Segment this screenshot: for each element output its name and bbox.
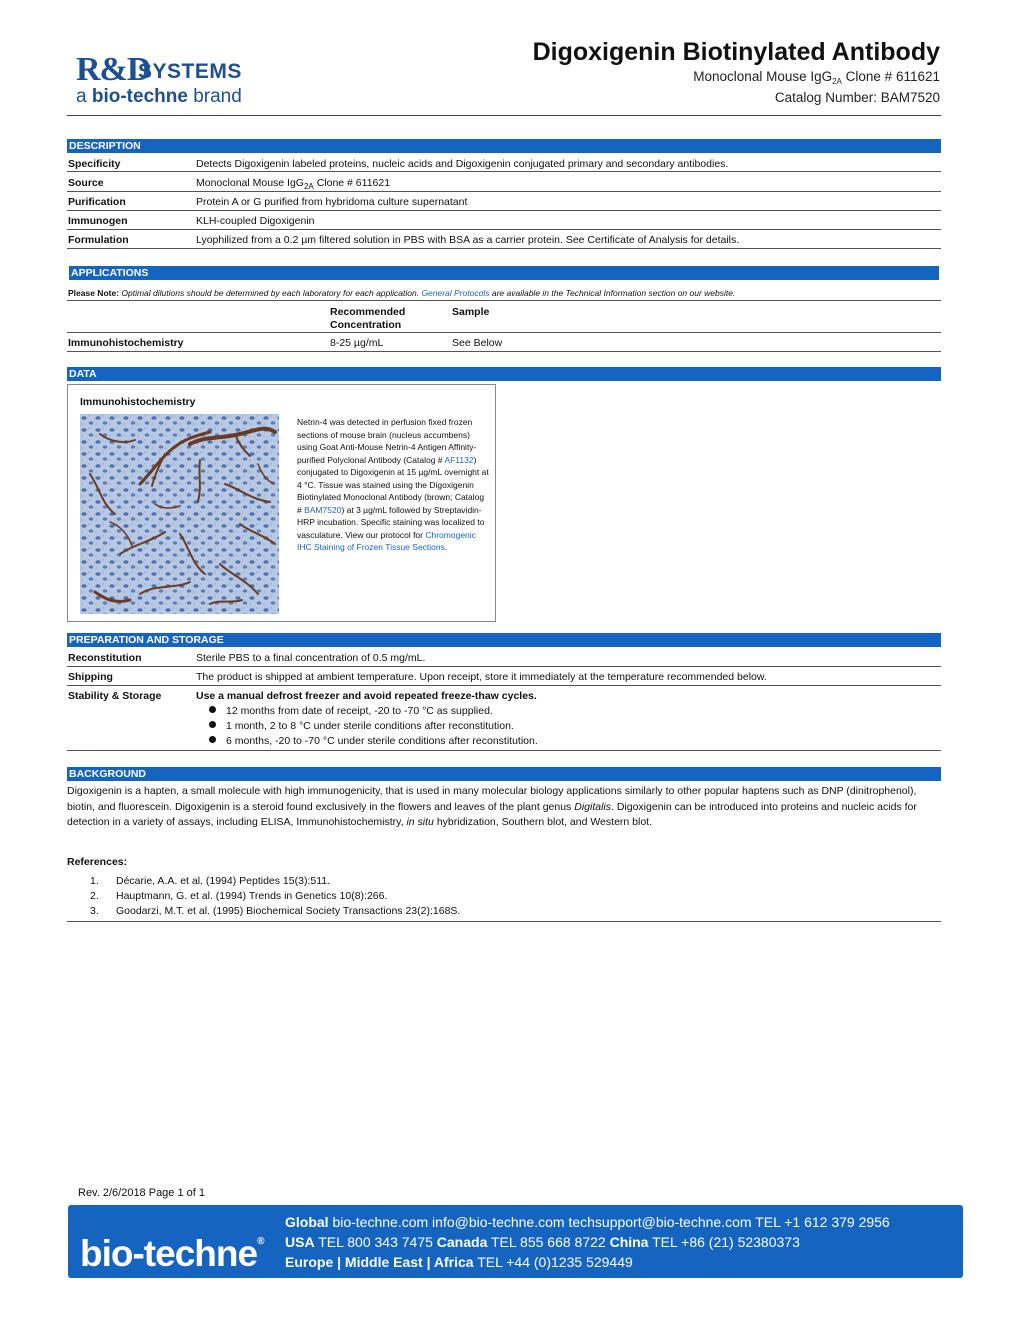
table-row xyxy=(67,333,941,352)
bullet-icon xyxy=(209,736,216,743)
references-heading: References: xyxy=(67,856,128,868)
table-row xyxy=(67,230,941,249)
row-value: KLH-coupled Digoxigenin xyxy=(196,215,315,227)
background-divider xyxy=(67,921,941,922)
list-item: 6 months, -20 to -70 °C under sterile conditions after reconstitution. xyxy=(209,734,538,748)
row-label: Reconstitution xyxy=(68,652,142,664)
bullet-icon xyxy=(209,721,216,728)
row-value: Use a manual defrost freezer and avoid repeated freeze-thaw cycles. xyxy=(196,690,537,702)
note-label: Please Note: xyxy=(68,288,120,298)
row-value: Sterile PBS to a final concentration of 0.5 mg/mL. xyxy=(196,652,426,664)
table-row xyxy=(67,192,941,211)
table-row xyxy=(67,686,941,751)
row-label: Stability & Storage xyxy=(68,690,162,702)
row-label: Formulation xyxy=(68,234,129,246)
row-label: Source xyxy=(68,177,104,189)
table-row xyxy=(67,648,941,667)
section-heading-description: DESCRIPTION xyxy=(67,139,941,153)
logo-brand-biotechne: bio-techne xyxy=(91,86,188,107)
contact-global: Global bio-techne.com info@bio-techne.com techsupport@bio-techne.com TEL +1 612 379 2956 xyxy=(285,1214,890,1230)
bam7520-link[interactable]: BAM7520 xyxy=(304,504,342,515)
table-row xyxy=(67,154,941,172)
catalog-number: Catalog Number: BAM7520 xyxy=(774,90,940,105)
list-item: 1. Décarie, A.A. et al. (1994) Peptides 15(3):511. xyxy=(90,875,331,887)
row-value: Detects Digoxigenin labeled proteins, nucleic acids and Digoxigenin conjugated primary and secondary antibodies. xyxy=(196,158,729,170)
bio-techne-logo: bio-techne® xyxy=(80,1233,264,1274)
section-heading-preparation: PREPARATION AND STORAGE xyxy=(67,633,941,647)
ihc-caption: Netrin-4 was detected in perfusion fixed frozen sections of mouse brain (nucleus accumbens) using Goat Anti-Mouse Netrin-4 Antigen Affinity-purified Polyclonal Antibody (Catalog # AF1132) conjugated to Digoxigenin at 15 µg/mL overnight at 4 °C. Tissue was stained using the Digoxigenin Biotinylated Monoclonal Antibody (brown; Catalog # BAM7520) at 3 µg/mL followed by Streptavidin-HRP incubation. Specific staining was localized to vasculature. View our protocol for Chromogenic IHC Staining of Frozen Tissue Sections. xyxy=(297,417,489,552)
section-heading-background: BACKGROUND xyxy=(67,767,941,781)
logo-brand-word: brand xyxy=(193,86,242,107)
contact-emea: Europe | Middle East | Africa TEL +44 (0)1235 529449 xyxy=(285,1254,633,1270)
applications-note: Please Note: Optimal dilutions should be determined by each laboratory for each application. General Protocols are available in the Technical Information section on our website. xyxy=(67,285,941,301)
list-item: 1 month, 2 to 8 °C under sterile conditions after reconstitution. xyxy=(209,719,514,733)
row-label: Specificity xyxy=(68,158,121,170)
af1132-link[interactable]: AF1132 xyxy=(444,454,474,465)
section-heading-data: DATA xyxy=(67,367,941,381)
col-concentration: Concentration xyxy=(330,319,402,331)
contact-usa-canada-china: USA TEL 800 343 7475 Canada TEL 855 668 8722 China TEL +86 (21) 52380373 xyxy=(285,1234,800,1250)
logo-systems: SYSTEMS xyxy=(138,60,242,83)
row-value: Monoclonal Mouse IgG$_{2A}$ Clone # 611621 xyxy=(196,177,391,191)
list-item: 12 months from date of receipt, -20 to -70 °C as supplied. xyxy=(209,704,493,718)
section-heading-applications: APPLICATIONS xyxy=(69,266,939,280)
header-divider xyxy=(67,115,941,116)
logo-rd: R&D xyxy=(76,51,151,88)
row-value: Protein A or G purified from hybridoma culture supernatant xyxy=(196,196,468,208)
chromogenic-ihc-protocol-link[interactable]: Chromogenic IHC Staining of Frozen Tissue Sections xyxy=(297,529,476,552)
row-sample: See Below xyxy=(452,337,503,349)
bullet-icon xyxy=(209,706,216,713)
logo-brand-line xyxy=(76,86,242,108)
list-item: 3. Goodarzi, M.T. et al. (1995) Biochemical Society Transactions 23(2):168S. xyxy=(90,905,461,917)
row-label: Shipping xyxy=(68,671,113,683)
row-concentration: 8-25 µg/mL xyxy=(330,337,384,349)
table-row xyxy=(67,211,941,230)
row-label: Immunogen xyxy=(68,215,128,227)
row-value: The product is shipped at ambient temperature. Upon receipt, store it immediately at the temperature recommended below. xyxy=(196,671,767,683)
col-sample: Sample xyxy=(452,306,490,318)
table-row xyxy=(67,172,941,192)
row-value: Lyophilized from a 0.2 µm filtered solution in PBS with BSA as a carrier protein. See Certificate of Analysis for details. xyxy=(196,234,740,246)
row-label: Immunohistochemistry xyxy=(68,337,184,349)
list-item: 2. Hauptmann, G. et al. (1994) Trends in Genetics 10(8):266. xyxy=(90,890,388,902)
background-text: Digoxigenin is a hapten, a small molecule with high immunogenicity, that is used in many molecular biology applications similarly to other popular haptens such as DNP (dinitrophenol), biotin, and fluorescein. Digoxigenin is a steroid found exclusively in the flowers and leaves of the plant genus Digitalis. Digoxigenin can be introduced into proteins and nucleic acids for detection in a variety of assays, including ELISA, Immunohistochemistry, in situ hybridization, Southern blot, and Western blot. xyxy=(67,785,917,828)
logo-brand-a: a xyxy=(76,86,87,107)
col-recommended: Recommended xyxy=(330,306,406,318)
page-subtitle: Monoclonal Mouse IgG$_{2A}$ Clone # 611621 xyxy=(693,69,940,86)
revision-page-number: Rev. 2/6/2018 Page 1 of 1 xyxy=(78,1187,205,1199)
ihc-micrograph-image xyxy=(80,414,279,614)
page-title: Digoxigenin Biotinylated Antibody xyxy=(532,38,940,66)
panel-title: Immunohistochemistry xyxy=(80,396,196,408)
row-label: Purification xyxy=(68,196,126,208)
table-row xyxy=(67,667,941,686)
applications-table-header xyxy=(67,301,941,333)
general-protocols-link[interactable]: General Protocols xyxy=(421,288,490,298)
